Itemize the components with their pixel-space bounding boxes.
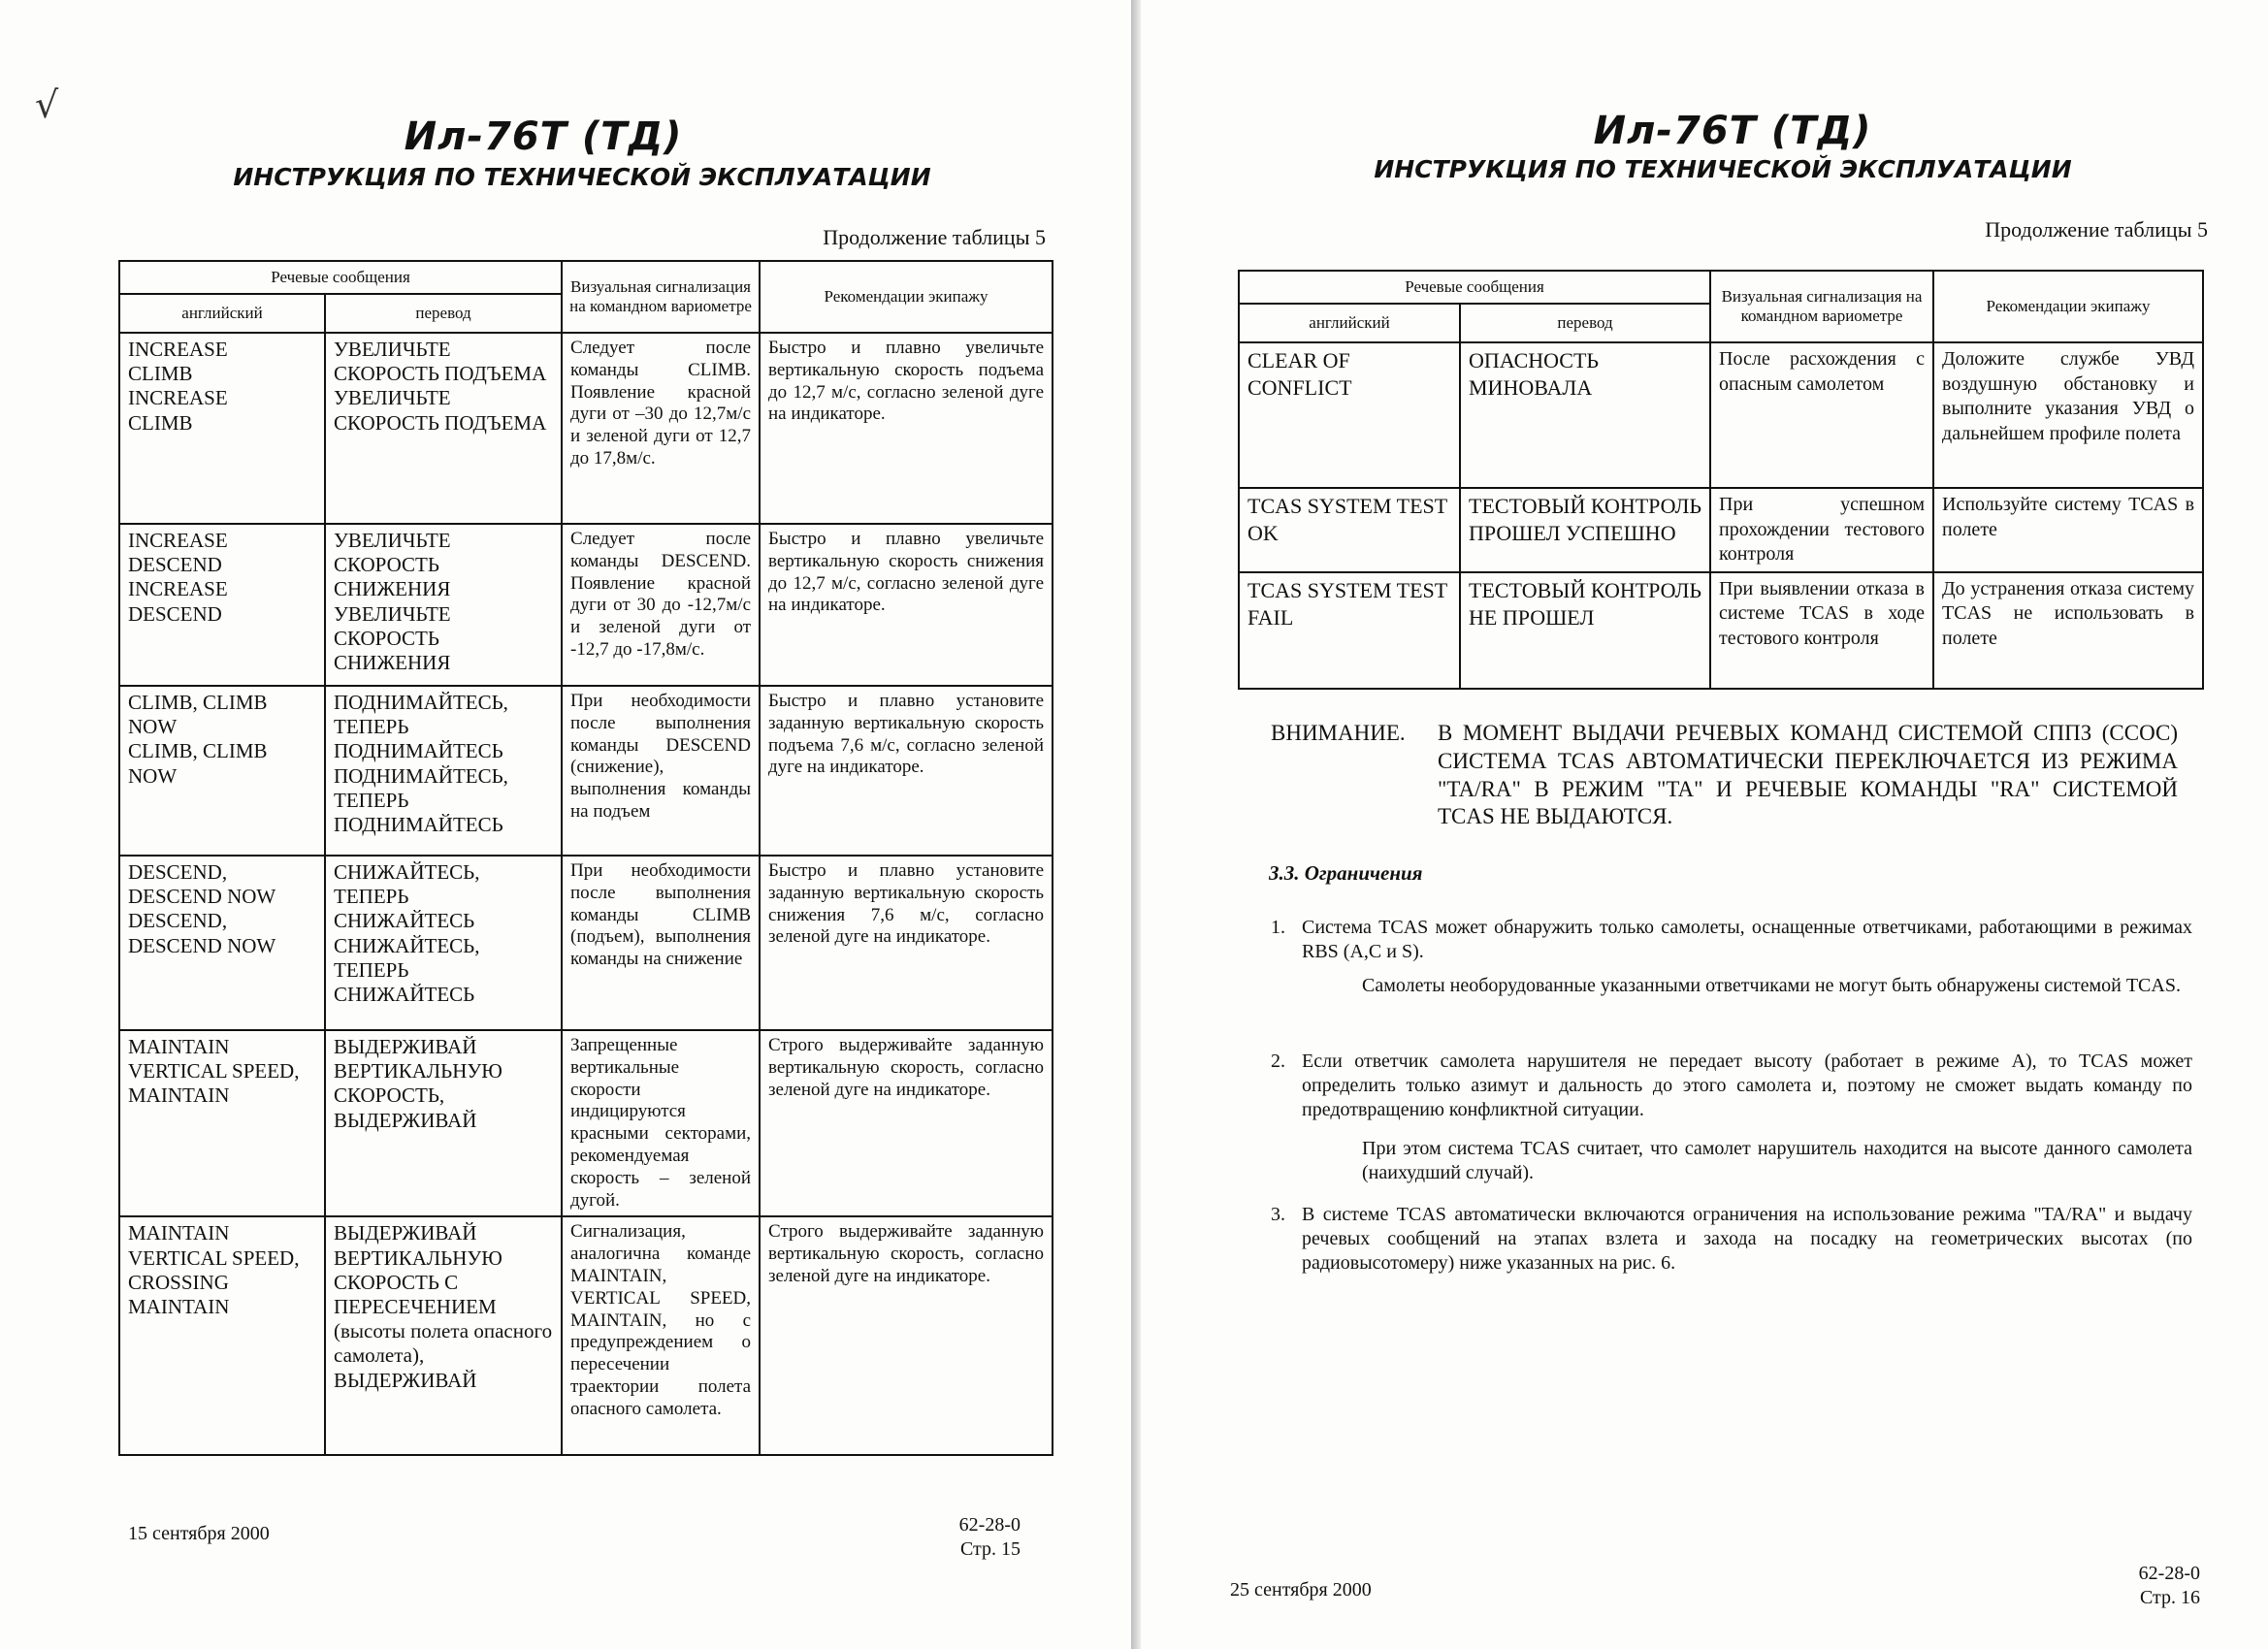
table-row [119, 686, 1053, 856]
crew-recommendation: Доложите службе УВД воздушную обстановку и выполните указания УВД о дальнейшем профиле полета [1933, 342, 2203, 488]
table-row [1239, 572, 2203, 689]
crew-recommendation: Быстро и плавно установите заданную вертикальную скорость снижения 7,6 м/с, согласно зеленой дуге на индикаторе. [760, 856, 1053, 1030]
russian-translation: СНИЖАЙТЕСЬ, ТЕПЕРЬ СНИЖАЙТЕСЬ [334, 860, 480, 933]
russian-translation: УВЕЛИЧЬТЕ СКОРОСТЬ ПОДЪЕМА [334, 338, 547, 386]
crew-recommendation: Строго выдерживайте заданную вертикальную скорость, согласно зеленой дуге на индикаторе. [760, 1216, 1053, 1455]
list-item-text: В системе TCAS автоматически включаются ограничения на использование режима "TA/RA" и выдачу речевых сообщений на этапах взлета и захода на посадку на геометрических высотах (по радиовысотомеру) ниже указанных на рис. 6. [1302, 1204, 2192, 1274]
table-continuation-label: Продолжение таблицы 5 [1985, 217, 2208, 242]
book-gutter [1131, 0, 1141, 1649]
list-item-number: 1. [1271, 917, 1285, 938]
footer-doc-code: 62-28-0 [958, 1514, 1021, 1536]
list-item-note: Самолеты необорудованные указанными ответчиками не могут быть обнаружены системой TCAS. [1362, 975, 2181, 996]
table-row [119, 1030, 1053, 1216]
header-crew-recommendations: Рекомендации экипажу [760, 261, 1053, 333]
visual-signaling: Следует после команды DESCEND. Появление красной дуги от 30 до -12,7м/с и зеленой дуги от -12,7 до -17,8м/с. [562, 524, 760, 686]
header-translation: перевод [1460, 304, 1710, 342]
crew-recommendation: До устранения отказа систему TCAS не использовать в полете [1933, 572, 2203, 689]
english-message: TCAS SYSTEM TEST OK [1239, 488, 1460, 572]
table-continuation-label: Продолжение таблицы 5 [823, 225, 1046, 249]
speech-messages-table [1238, 270, 2204, 690]
english-message: MAINTAIN VERTICAL SPEED, CROSSING MAINTAIN [119, 1216, 325, 1455]
crew-recommendation: Быстро и плавно установите заданную вертикальную скорость подъема 7,6 м/с, согласно зеленой дуге на индикаторе. [760, 686, 1053, 856]
english-message: INCREASE [128, 386, 228, 410]
table-row [119, 1216, 1053, 1455]
visual-signaling: Сигнализация, аналогична команде MAINTAIN, VERTICAL SPEED, MAINTAIN, но с предупреждением о пересечении траектории полета опасного самолета. [562, 1216, 760, 1455]
list-item-text: Система TCAS может обнаружить только самолеты, оснащенные ответчиками, работающими в режимах RBS (A,C и S). [1302, 917, 2192, 962]
russian-translation: ПОДНИМАЙТЕСЬ, ТЕПЕРЬ ПОДНИМАЙТЕСЬ [334, 763, 508, 836]
footer-page-number: Стр. 16 [2139, 1587, 2200, 1608]
russian-translation: УВЕЛИЧЬТЕ СКОРОСТЬ ПОДЪЕМА [334, 386, 547, 435]
table-row [119, 333, 1053, 524]
left-page [0, 0, 1131, 1649]
english-message: CLIMB, CLIMB NOW [128, 739, 268, 788]
visual-signaling: При выявлении отказа в системе TCAS в ходе тестового контроля [1710, 572, 1933, 689]
document-title: Ил-76Т (ТД) [1593, 109, 1872, 153]
visual-signaling: Следует после команды CLIMB. Появление красной дуги от –30 до 12,7м/с и зеленой дуги от 12,7 до 17,8м/с. [562, 333, 760, 524]
footer-page-info [2053, 1562, 2200, 1610]
list-item-note: При этом система TCAS считает, что самолет нарушитель находится на высоте данного самолета (наихудший случай). [1362, 1138, 2192, 1183]
table-row [1239, 488, 2203, 572]
english-message: CLIMB [128, 410, 193, 435]
header-translation: перевод [325, 294, 562, 333]
english-message: INCREASE [128, 338, 228, 361]
english-message: DESCEND [128, 601, 222, 626]
footer-date: 25 сентября 2000 [1230, 1579, 1372, 1600]
english-message: DESCEND, [128, 860, 228, 884]
english-message: INCREASE [128, 577, 228, 601]
visual-signaling: Запрещенные вертикальные скорости индицируются красными секторами, рекомендуемая скорость – зеленой дугой. [562, 1030, 760, 1216]
english-message: CLIMB [128, 362, 193, 386]
warning-block [1271, 720, 2183, 846]
english-message: DESCEND, [128, 909, 228, 933]
russian-translation: ТЕСТОВЫЙ КОНТРОЛЬ ПРОШЕЛ УСПЕШНО [1460, 488, 1710, 572]
warning-text: В МОМЕНТ ВЫДАЧИ РЕЧЕВЫХ КОМАНД СИСТЕМОЙ СППЗ (ССОС) СИСТЕМА TCAS АВТОМАТИЧЕСКИ ПЕРЕКЛЮЧАЕТСЯ ИЗ РЕЖИМА "TA/RA" В РЕЖИМ "TA" И РЕЧЕВЫЕ КОМАНДЫ "RA" СИСТЕМОЙ TCAS НЕ ВЫДАЮТСЯ. [1438, 721, 2178, 829]
english-message: MAINTAIN VERTICAL SPEED, MAINTAIN [119, 1030, 325, 1216]
table-row [119, 856, 1053, 1030]
crew-recommendation: Используйте систему TCAS в полете [1933, 488, 2203, 572]
header-speech-messages: Речевые сообщения [1239, 271, 1710, 304]
list-item-number: 2. [1271, 1051, 1285, 1072]
header-visual-signaling: Визуальная сигнализация на командном вариометре [1710, 271, 1933, 342]
russian-translation: ВЫДЕРЖИВАЙ ВЕРТИКАЛЬНУЮ СКОРОСТЬ С ПЕРЕСЕЧЕНИЕМ (высоты полета опасного самолета), ВЫДЕРЖИВАЙ [325, 1216, 562, 1455]
english-message: TCAS SYSTEM TEST FAIL [1239, 572, 1460, 689]
footer-date: 15 сентября 2000 [128, 1523, 270, 1544]
russian-translation: УВЕЛИЧЬТЕ СКОРОСТЬ СНИЖЕНИЯ [334, 601, 451, 674]
crew-recommendation: Быстро и плавно увеличьте вертикальную скорость подъема до 12,7 м/с, согласно зеленой дуге на индикаторе. [760, 333, 1053, 524]
header-visual-signaling: Визуальная сигнализация на командном вариометре [562, 261, 760, 333]
russian-translation: УВЕЛИЧЬТЕ СКОРОСТЬ СНИЖЕНИЯ [334, 529, 451, 601]
margin-check-mark: √ [35, 83, 59, 126]
table-row [1239, 342, 2203, 488]
speech-messages-table [118, 260, 1053, 1456]
english-message: DESCEND NOW [128, 885, 276, 909]
visual-signaling: При необходимости после выполнения команды DESCEND (снижение), выполнения команды на подъем [562, 686, 760, 856]
footer-page-number: Стр. 15 [959, 1538, 1021, 1560]
russian-translation: СНИЖАЙТЕСЬ, ТЕПЕРЬ СНИЖАЙТЕСЬ [334, 933, 480, 1006]
russian-translation: ВЫДЕРЖИВАЙ ВЕРТИКАЛЬНУЮ СКОРОСТЬ, ВЫДЕРЖИВАЙ [325, 1030, 562, 1216]
english-message: DESCEND NOW [128, 933, 276, 957]
list-item-number: 3. [1271, 1204, 1285, 1225]
russian-translation: ТЕСТОВЫЙ КОНТРОЛЬ НЕ ПРОШЕЛ [1460, 572, 1710, 689]
table-row [119, 524, 1053, 686]
document-subtitle: ИНСТРУКЦИЯ ПО ТЕХНИЧЕСКОЙ ЭКСПЛУАТАЦИИ [233, 163, 931, 191]
visual-signaling: При успешном прохождении тестового контроля [1710, 488, 1933, 572]
warning-label: ВНИМАНИЕ. [1271, 721, 1406, 745]
header-english: английский [1239, 304, 1460, 342]
header-crew-recommendations: Рекомендации экипажу [1933, 271, 2203, 342]
footer-page-info [873, 1513, 1021, 1562]
document-subtitle: ИНСТРУКЦИЯ ПО ТЕХНИЧЕСКОЙ ЭКСПЛУАТАЦИИ [1374, 155, 2072, 183]
footer-doc-code: 62-28-0 [2138, 1563, 2200, 1584]
right-page [1141, 0, 2268, 1649]
list-item-text: Если ответчик самолета нарушителя не передает высоту (работает в режиме A), то TCAS может определить только азимут и дальность до этого самолета и, поэтому не сможет выдать команду по предотвращению конфликтной ситуации. [1302, 1051, 2192, 1120]
document-title: Ил-76Т (ТД) [404, 114, 683, 159]
visual-signaling: При необходимости после выполнения команды CLIMB (подъем), выполнения команды на снижение [562, 856, 760, 1030]
english-message: CLIMB, CLIMB NOW [128, 691, 268, 739]
crew-recommendation: Строго выдерживайте заданную вертикальную скорость, согласно зеленой дуге на индикаторе. [760, 1030, 1053, 1216]
header-english: английский [119, 294, 325, 333]
english-message: CLEAR OF CONFLICT [1239, 342, 1460, 488]
header-speech-messages: Речевые сообщения [119, 261, 562, 294]
english-message: DESCEND [128, 553, 222, 577]
russian-translation: ПОДНИМАЙТЕСЬ, ТЕПЕРЬ ПОДНИМАЙТЕСЬ [334, 691, 508, 763]
visual-signaling: После расхождения с опасным самолетом [1710, 342, 1933, 488]
english-message: INCREASE [128, 529, 228, 552]
crew-recommendation: Быстро и плавно увеличьте вертикальную скорость снижения до 12,7 м/с, согласно зеленой дуге на индикаторе. [760, 524, 1053, 686]
russian-translation: ОПАСНОСТЬ МИНОВАЛА [1460, 342, 1710, 488]
section-title: 3.3. Ограничения [1269, 861, 1423, 885]
